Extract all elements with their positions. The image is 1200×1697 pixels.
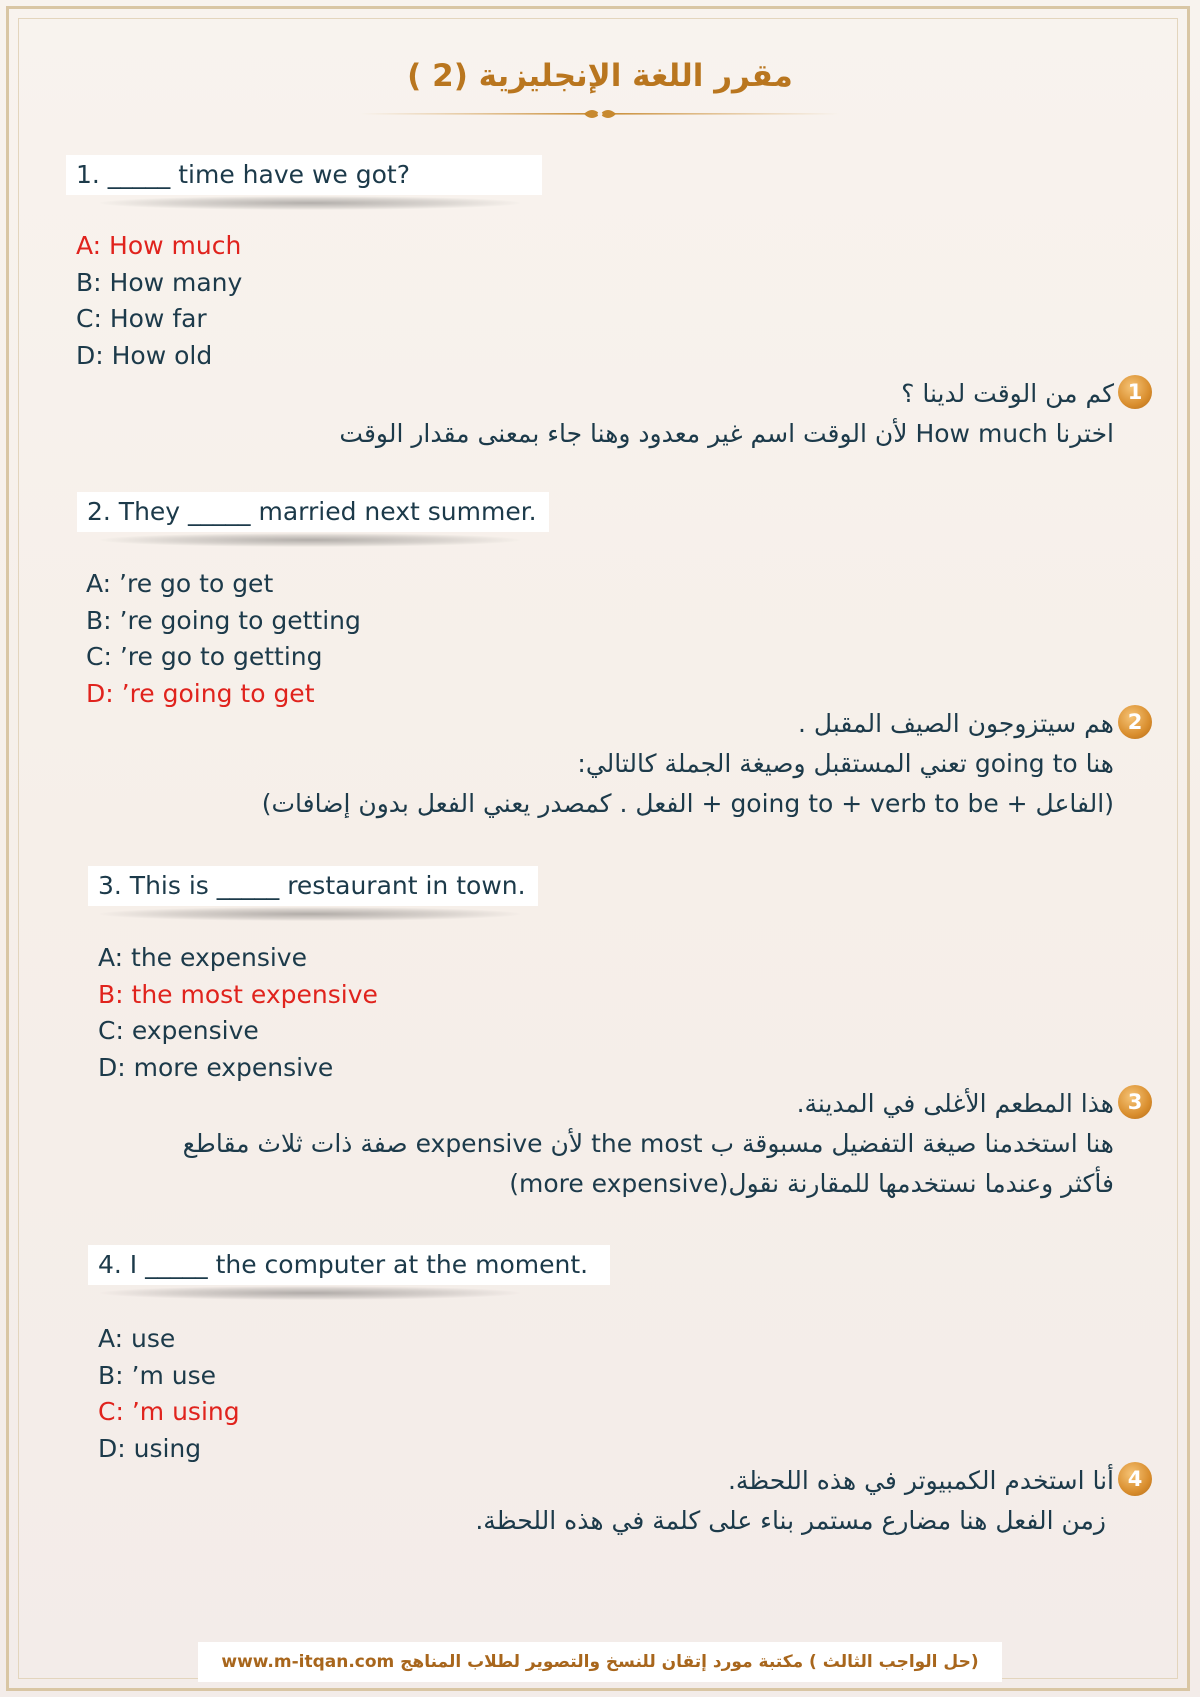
explanation-2-line-2: هنا going to تعني المستقبل وصيغة الجملة كالتالي: (577, 749, 1114, 778)
footer-credit: (حل الواجب الثالث ) مكتبة مورد إتقان للنسخ والتصوير لطلاب المناهج www.m-itqan.com (198, 1642, 1002, 1682)
question-4-stem: 4. I _____ the computer at the moment. (88, 1245, 610, 1285)
title-ornament-divider (360, 106, 840, 122)
option-d: D: more expensive (98, 1052, 334, 1082)
question-3-stem: 3. This is _____ restaurant in town. (88, 866, 538, 906)
option-b: B: How many (76, 267, 243, 297)
explanation-4 (475, 1461, 1152, 1541)
option-d: D: How old (76, 340, 213, 370)
question-1-stem: 1. _____ time have we got? (66, 155, 542, 195)
option-b: B: the most expensive (98, 979, 378, 1009)
number-badge-2: 2 (1118, 705, 1152, 739)
explanation-2-line-1: 2هم سيتزوجون الصيف المقبل . (262, 704, 1152, 744)
question-1-options (76, 228, 242, 374)
option-c: C: ’re go to getting (86, 642, 323, 671)
option-b: B: ’m use (98, 1360, 217, 1390)
question-2-shadow (100, 533, 520, 547)
explanation-4-line-2: زمن الفعل هنا مضارع مستمر بناء على كلمة في هذه اللحظة. (475, 1506, 1106, 1535)
question-4-options (98, 1321, 240, 1467)
option-a: A: How much (76, 231, 242, 260)
number-badge-3: 3 (1118, 1085, 1152, 1119)
explanation-1-line-2: اخترنا How much لأن الوقت اسم غير معدود وهنا جاء بمعنى مقدار الوقت (339, 419, 1114, 448)
option-a: A: the expensive (98, 943, 307, 972)
option-c: C: How far (76, 304, 207, 333)
explanation-1 (339, 374, 1152, 454)
explanation-2 (262, 704, 1152, 824)
explanation-3-line-1: 3هذا المطعم الأغلى في المدينة. (183, 1084, 1152, 1124)
explanation-4-line-1: 4أنا استخدم الكمبيوتر في هذه اللحظة. (475, 1461, 1152, 1501)
option-a: A: use (98, 1324, 176, 1353)
question-1-shadow (100, 196, 520, 210)
option-a: A: ’re go to get (86, 569, 274, 598)
page-title: مقرر اللغة الإنجليزية (2 ) (407, 58, 793, 94)
option-c: C: ’m using (98, 1397, 240, 1426)
question-3-options (98, 940, 378, 1086)
number-badge-1: 1 (1118, 375, 1152, 409)
question-2-options (86, 566, 361, 712)
option-b: B: ’re going to getting (86, 605, 361, 635)
option-d: D: ’re going to get (86, 678, 315, 708)
question-3-shadow (100, 907, 520, 921)
explanation-1-line-1: 1كم من الوقت لدينا ؟ (339, 374, 1152, 414)
option-d: D: using (98, 1433, 202, 1463)
number-badge-4: 4 (1118, 1462, 1152, 1496)
explanation-3 (183, 1084, 1152, 1204)
question-2-stem: 2. They _____ married next summer. (77, 492, 549, 532)
explanation-3-line-3: فأكثر وعندما نستخدمها للمقارنة نقول(more expensive) (509, 1169, 1114, 1198)
explanation-2-line-3: (الفاعل + going to + verb to be + الفعل . كمصدر يعني الفعل بدون إضافات) (261, 789, 1114, 818)
question-4-shadow (100, 1286, 520, 1300)
option-c: C: expensive (98, 1016, 259, 1045)
explanation-3-line-2: هنا استخدمنا صيغة التفضيل مسبوقة ب the most لأن expensive صفة ذات ثلاث مقاطع (182, 1129, 1114, 1158)
